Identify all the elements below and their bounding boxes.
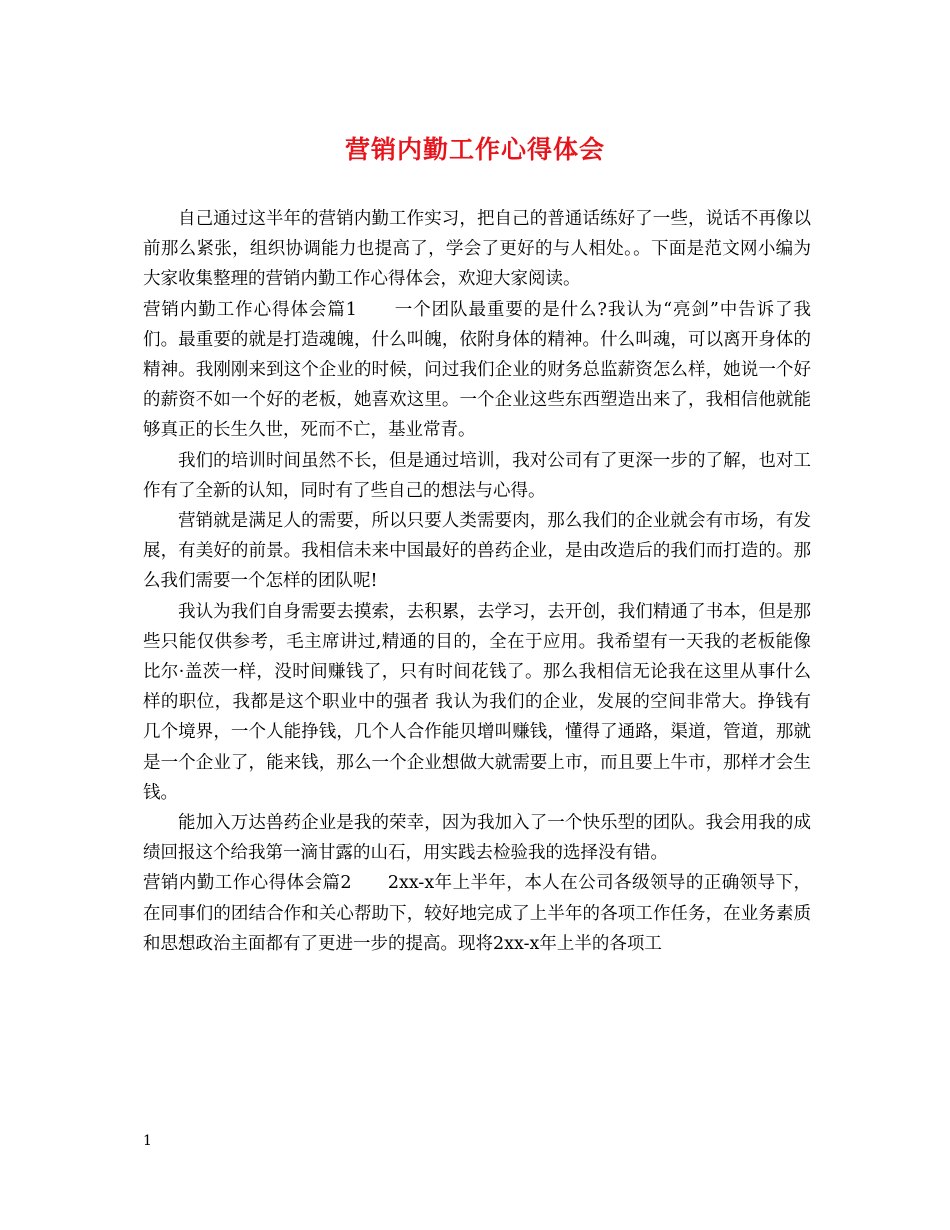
paragraph-intro: 自己通过这半年的营销内勤工作实习，把自己的普通话练好了一些，说话不再像以前那么紧张，组织协调能力也提高了，学会了更好的与人相处。。下面是范文网小编为大家收集整理的营销内勤工作心得体会，欢迎大家阅读。 <box>143 209 811 290</box>
paragraph-training: 我们的培训时间虽然不长，但是通过培训，我对公司有了更深一步的了解，也对工作有了全新的认知，同时有了些自己的想法与心得。 <box>143 450 811 501</box>
paragraph-part2: 营销内勤工作心得体会篇2 2xx-x年上半年，本人在公司各级领导的正确领导下，在同事们的团结合作和关心帮助下，较好地完成了上半年的各项工作任务，在业务素质和思想政治主面都有了更进一步的提高。现将2xx-x年上半的各项工 <box>143 873 811 954</box>
paragraph-honor: 能加入万达兽药企业是我的荣幸，因为我加入了一个快乐型的团队。我会用我的成绩回报这个给我第一滴甘露的山石，用实践去检验我的选择没有错。 <box>143 813 811 864</box>
page-number: 1 <box>143 1133 152 1149</box>
paragraph-growth: 我认为我们自身需要去摸索，去积累，去学习，去开创，我们精通了书本，但是那些只能仅供参考，毛主席讲过,精通的目的，全在于应用。我希望有一天我的老板能像比尔·盖茨一样，没时间赚钱了，只有时间花钱了。那么我相信无论我在这里从事什么样的职位，我都是这个职业中的强者 我认为我们的企业，发展的空间非常大。挣钱有几个境界，一个人能挣钱，几个人合作能贝增叫赚钱，懂得了通路，渠道，管道，那就是一个企业了，能来钱，那么一个企业想做大就需要上市，而且要上牛市，那样才会生钱。 <box>143 601 811 803</box>
document-body <box>143 204 811 959</box>
paragraph-marketing: 营销就是满足人的需要，所以只要人类需要肉，那么我们的企业就会有市场，有发展，有美好的前景。我相信未来中国最好的兽药企业，是由改造后的我们而打造的。那么我们需要一个怎样的团队呢! <box>143 511 811 592</box>
paragraph-part1: 营销内勤工作心得体会篇1 一个团队最重要的是什么?我认为“亮剑”中告诉了我们。最重要的就是打造魂魄，什么叫魄，依附身体的精神。什么叫魂，可以离开身体的精神。我刚刚来到这个企业的时候，问过我们企业的财务总监薪资怎么样，她说一个好的薪资不如一个好的老板，她喜欢这里。一个企业这些东西塑造出来了，我相信他就能够真正的长生久世，死而不亡，基业常青。 <box>143 299 811 441</box>
document-title: 营销内勤工作心得体会 <box>344 135 605 164</box>
